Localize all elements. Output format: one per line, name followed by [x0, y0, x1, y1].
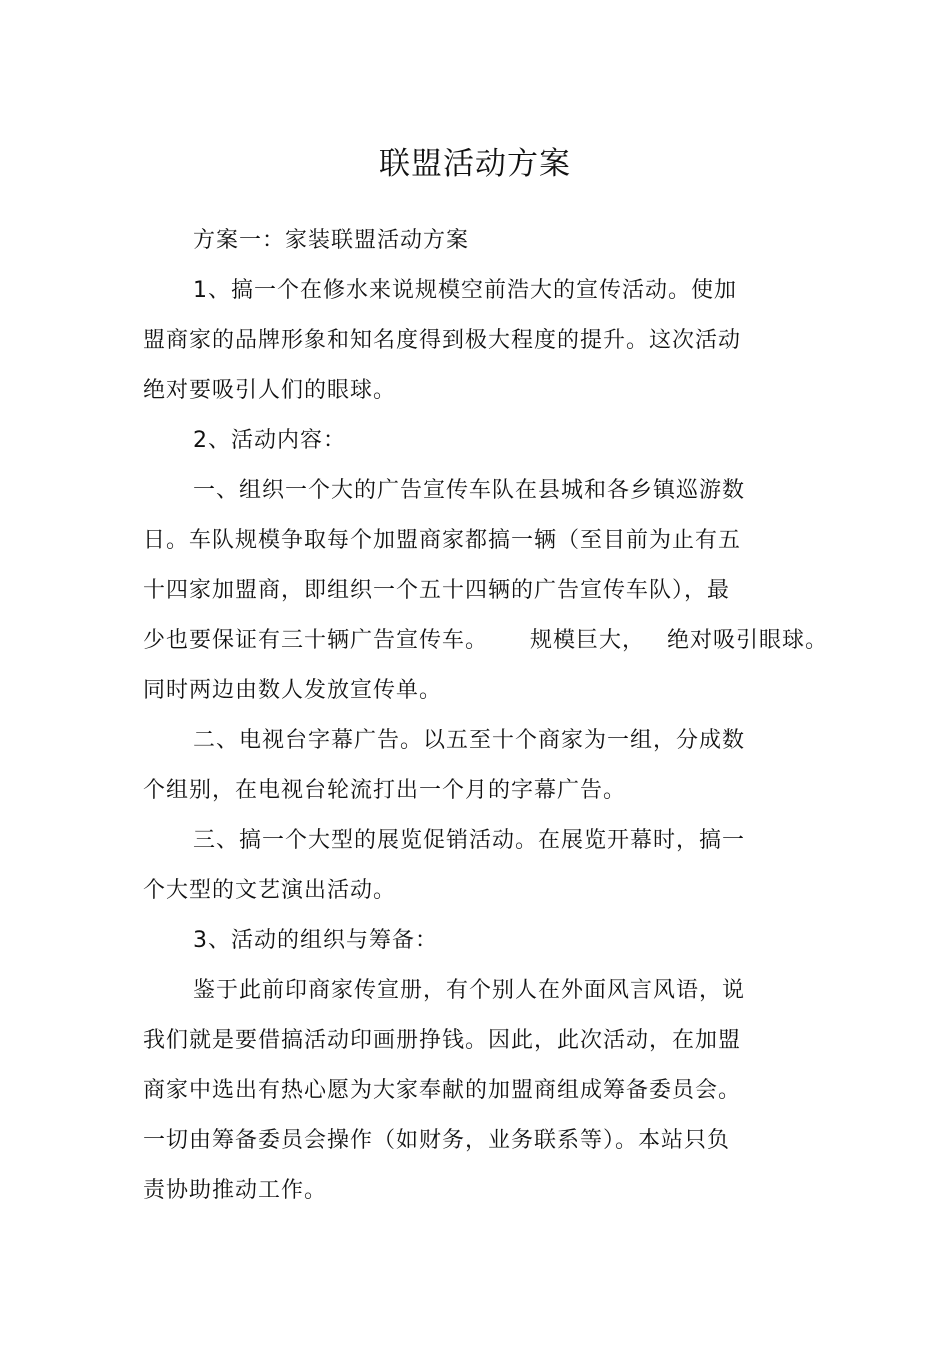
- paragraph-line: 十四家加盟商，即组织一个五十四辆的广告宣传车队），最: [143, 578, 731, 603]
- paragraph-line: 同时两边由数人发放宣传单。: [143, 678, 443, 703]
- plan-heading: 方案一：家装联盟活动方案: [193, 228, 470, 253]
- paragraph-line: 1、搞一个在修水来说规模空前浩大的宣传活动。使加: [193, 278, 737, 303]
- paragraph-line: 一切由筹备委员会操作（如财务，业务联系等）。本站只负: [143, 1128, 731, 1153]
- paragraph-line: 绝对要吸引人们的眼球。: [143, 378, 397, 403]
- paragraph-line: 日。车队规模争取每个加盟商家都搞一辆（至目前为止有五: [143, 528, 742, 553]
- section-heading: 2、活动内容：: [193, 428, 346, 453]
- paragraph-line: 个大型的文艺演出活动。: [143, 878, 397, 903]
- paragraph-line: 三、搞一个大型的展览促销活动。在展览开幕时，搞一: [193, 828, 746, 853]
- paragraph-line: 我们就是要借搞活动印画册挣钱。因此，此次活动，在加盟: [143, 1028, 742, 1053]
- paragraph-line: 商家中选出有热心愿为大家奉献的加盟商组成筹备委员会。: [143, 1078, 742, 1103]
- paragraph-fragment: 规模巨大，: [530, 628, 646, 653]
- section-heading: 3、活动的组织与筹备：: [193, 928, 438, 953]
- document-title: 联盟活动方案: [379, 145, 571, 182]
- paragraph-line: 鉴于此前印商家传宣册，有个别人在外面风言风语，说: [193, 978, 746, 1003]
- paragraph-fragment: 少也要保证有三十辆广告宣传车。: [143, 628, 489, 653]
- paragraph-line: 盟商家的品牌形象和知名度得到极大程度的提升。这次活动: [143, 328, 742, 353]
- paragraph-line: 个组别，在电视台轮流打出一个月的字幕广告。: [143, 778, 627, 803]
- paragraph-line: [143, 626, 828, 656]
- paragraph-line: 二、电视台字幕广告。以五至十个商家为一组，分成数: [193, 728, 746, 753]
- paragraph-line: 责协助推动工作。: [143, 1178, 328, 1203]
- paragraph-line: 一、组织一个大的广告宣传车队在县城和各乡镇巡游数: [193, 478, 746, 503]
- paragraph-fragment: 绝对吸引眼球。: [667, 628, 829, 653]
